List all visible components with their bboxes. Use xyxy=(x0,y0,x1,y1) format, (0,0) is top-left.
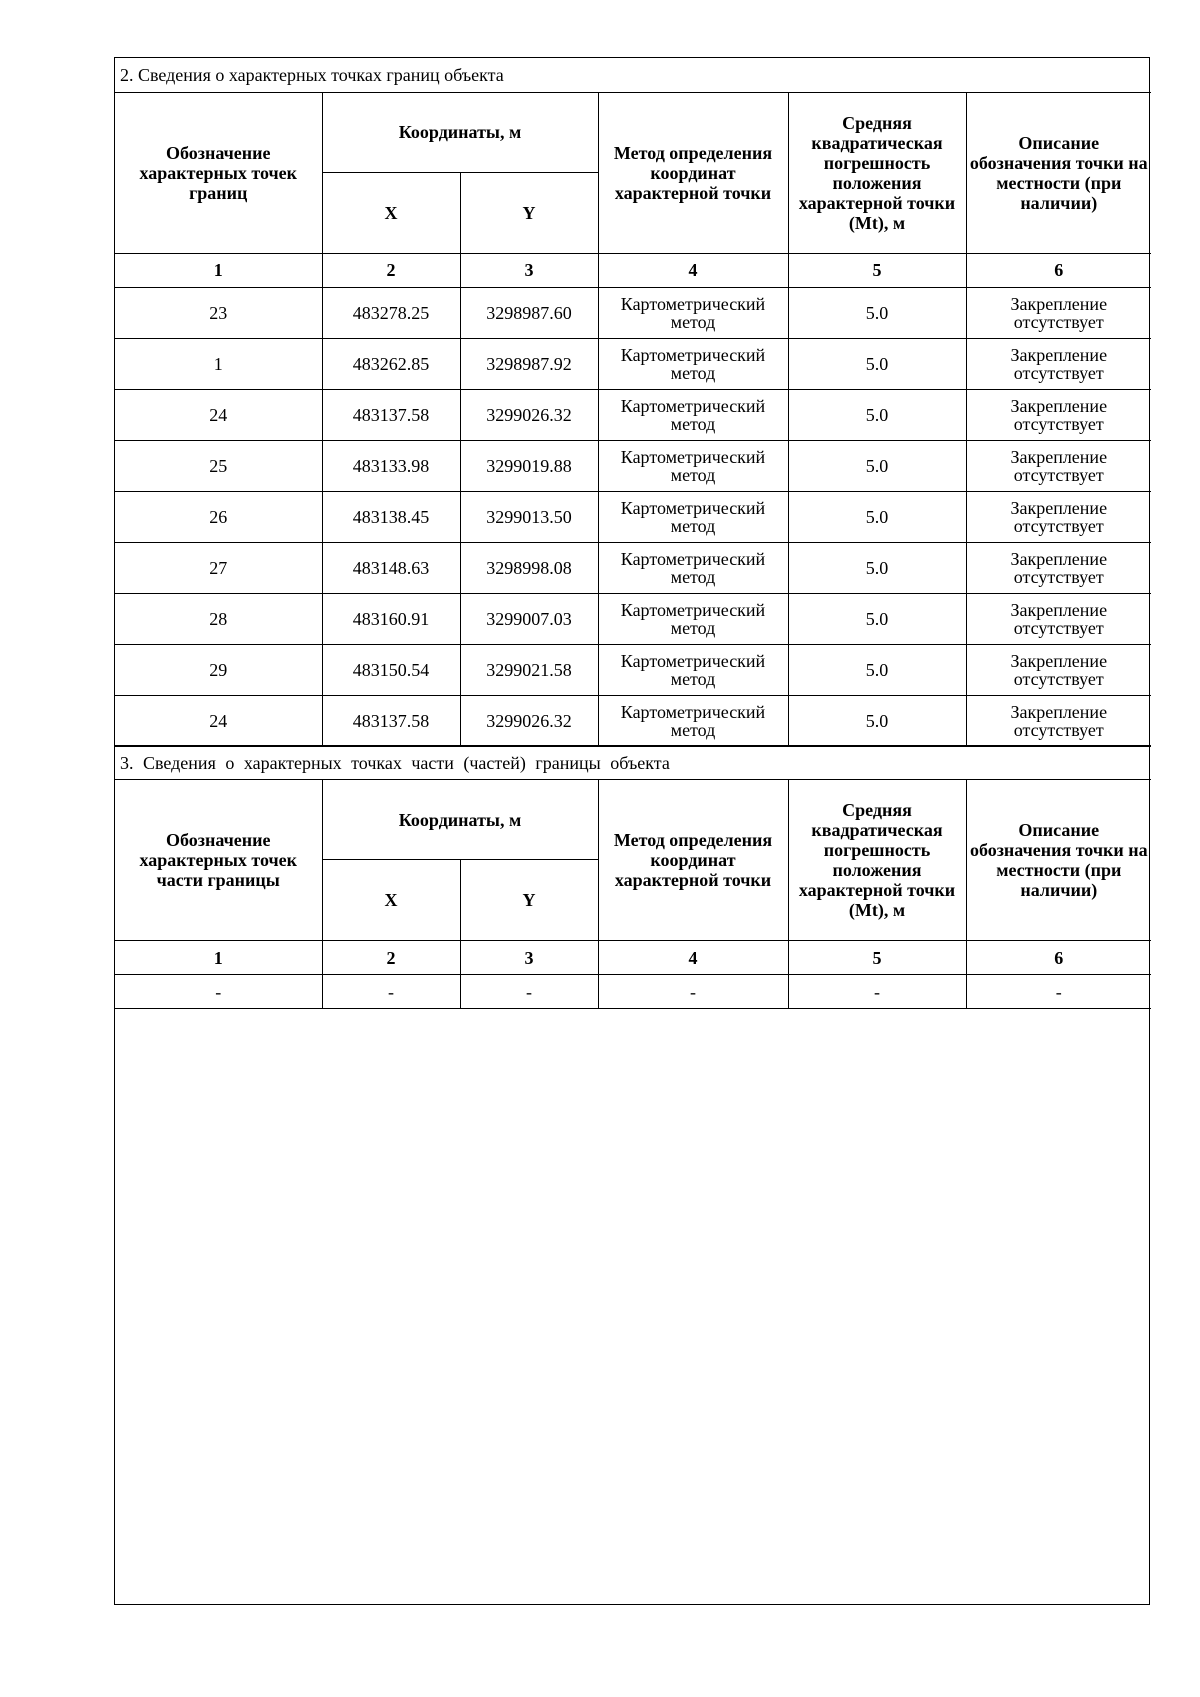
method-cell: Картометрический метод xyxy=(598,287,788,338)
description-cell: - xyxy=(966,975,1151,1009)
method-cell: Картометрический метод xyxy=(598,389,788,440)
description-cell: Закрепление отсутствует xyxy=(966,338,1151,389)
column-number: 2 xyxy=(322,253,460,287)
description-cell: Закрепление отсутствует xyxy=(966,695,1151,746)
column-number: 4 xyxy=(598,941,788,975)
point-cell: - xyxy=(115,975,322,1009)
table-row xyxy=(115,695,1151,746)
point-cell: 26 xyxy=(115,491,322,542)
header-method: Метод определения координат характерной точки xyxy=(598,780,788,941)
column-number: 6 xyxy=(966,941,1151,975)
description-cell: Закрепление отсутствует xyxy=(966,644,1151,695)
header-y: Y xyxy=(460,860,598,941)
point-cell: 23 xyxy=(115,287,322,338)
column-number: 2 xyxy=(322,941,460,975)
document-page xyxy=(114,57,1150,1605)
x-cell: 483160.91 xyxy=(322,593,460,644)
header-designation: Обозначение характерных точек границ xyxy=(115,92,322,253)
header-error: Средняя квадратическая погрешность положения характерной точки (Mt), м xyxy=(788,92,966,253)
y-cell: 3299026.32 xyxy=(460,695,598,746)
y-cell: 3299007.03 xyxy=(460,593,598,644)
column-number: 4 xyxy=(598,253,788,287)
y-cell: 3299013.50 xyxy=(460,491,598,542)
header-y: Y xyxy=(460,172,598,253)
table-row xyxy=(115,287,1151,338)
x-cell: 483148.63 xyxy=(322,542,460,593)
description-cell: Закрепление отсутствует xyxy=(966,389,1151,440)
section2-table xyxy=(115,58,1151,747)
error-cell: 5.0 xyxy=(788,389,966,440)
method-cell: Картометрический метод xyxy=(598,542,788,593)
description-cell: Закрепление отсутствует xyxy=(966,287,1151,338)
point-cell: 29 xyxy=(115,644,322,695)
table-row xyxy=(115,593,1151,644)
header-coordinates: Координаты, м xyxy=(322,92,598,172)
column-number: 1 xyxy=(115,253,322,287)
header-x: X xyxy=(322,172,460,253)
error-cell: 5.0 xyxy=(788,287,966,338)
error-cell: 5.0 xyxy=(788,644,966,695)
error-cell: 5.0 xyxy=(788,440,966,491)
error-cell: 5.0 xyxy=(788,491,966,542)
method-cell: Картометрический метод xyxy=(598,440,788,491)
description-cell: Закрепление отсутствует xyxy=(966,542,1151,593)
description-cell: Закрепление отсутствует xyxy=(966,440,1151,491)
method-cell: Картометрический метод xyxy=(598,695,788,746)
section3-title: 3. Сведения о характерных точках части (частей) границы объекта xyxy=(115,746,1151,780)
header-error: Средняя квадратическая погрешность положения характерной точки (Mt), м xyxy=(788,780,966,941)
x-cell: - xyxy=(322,975,460,1009)
header-method: Метод определения координат характерной точки xyxy=(598,92,788,253)
y-cell: 3298998.08 xyxy=(460,542,598,593)
column-number: 5 xyxy=(788,253,966,287)
column-number: 3 xyxy=(460,253,598,287)
header-x: X xyxy=(322,860,460,941)
y-cell: 3298987.92 xyxy=(460,338,598,389)
header-description: Описание обозначения точки на местности (при наличии) xyxy=(966,780,1151,941)
error-cell: 5.0 xyxy=(788,593,966,644)
point-cell: 1 xyxy=(115,338,322,389)
x-cell: 483278.25 xyxy=(322,287,460,338)
x-cell: 483133.98 xyxy=(322,440,460,491)
description-cell: Закрепление отсутствует xyxy=(966,491,1151,542)
y-cell: 3299019.88 xyxy=(460,440,598,491)
table-row xyxy=(115,338,1151,389)
column-number: 5 xyxy=(788,941,966,975)
y-cell: - xyxy=(460,975,598,1009)
error-cell: - xyxy=(788,975,966,1009)
error-cell: 5.0 xyxy=(788,542,966,593)
point-cell: 24 xyxy=(115,695,322,746)
point-cell: 25 xyxy=(115,440,322,491)
method-cell: - xyxy=(598,975,788,1009)
x-cell: 483137.58 xyxy=(322,389,460,440)
error-cell: 5.0 xyxy=(788,338,966,389)
point-cell: 27 xyxy=(115,542,322,593)
column-number: 3 xyxy=(460,941,598,975)
method-cell: Картометрический метод xyxy=(598,644,788,695)
column-number: 6 xyxy=(966,253,1151,287)
description-cell: Закрепление отсутствует xyxy=(966,593,1151,644)
section2-title: 2. Сведения о характерных точках границ объекта xyxy=(115,58,1151,92)
x-cell: 483262.85 xyxy=(322,338,460,389)
table-row xyxy=(115,440,1151,491)
x-cell: 483137.58 xyxy=(322,695,460,746)
method-cell: Картометрический метод xyxy=(598,338,788,389)
method-cell: Картометрический метод xyxy=(598,491,788,542)
x-cell: 483150.54 xyxy=(322,644,460,695)
y-cell: 3299021.58 xyxy=(460,644,598,695)
method-cell: Картометрический метод xyxy=(598,593,788,644)
column-numbers-row xyxy=(115,941,1151,975)
header-designation: Обозначение характерных точек части границы xyxy=(115,780,322,941)
section3-table xyxy=(115,745,1151,1009)
table-row xyxy=(115,644,1151,695)
table-row xyxy=(115,542,1151,593)
column-number: 1 xyxy=(115,941,322,975)
y-cell: 3298987.60 xyxy=(460,287,598,338)
x-cell: 483138.45 xyxy=(322,491,460,542)
table-row xyxy=(115,975,1151,1009)
point-cell: 24 xyxy=(115,389,322,440)
table-row xyxy=(115,389,1151,440)
error-cell: 5.0 xyxy=(788,695,966,746)
header-description: Описание обозначения точки на местности (при наличии) xyxy=(966,92,1151,253)
header-coordinates: Координаты, м xyxy=(322,780,598,860)
column-numbers-row xyxy=(115,253,1151,287)
table-row xyxy=(115,491,1151,542)
point-cell: 28 xyxy=(115,593,322,644)
y-cell: 3299026.32 xyxy=(460,389,598,440)
